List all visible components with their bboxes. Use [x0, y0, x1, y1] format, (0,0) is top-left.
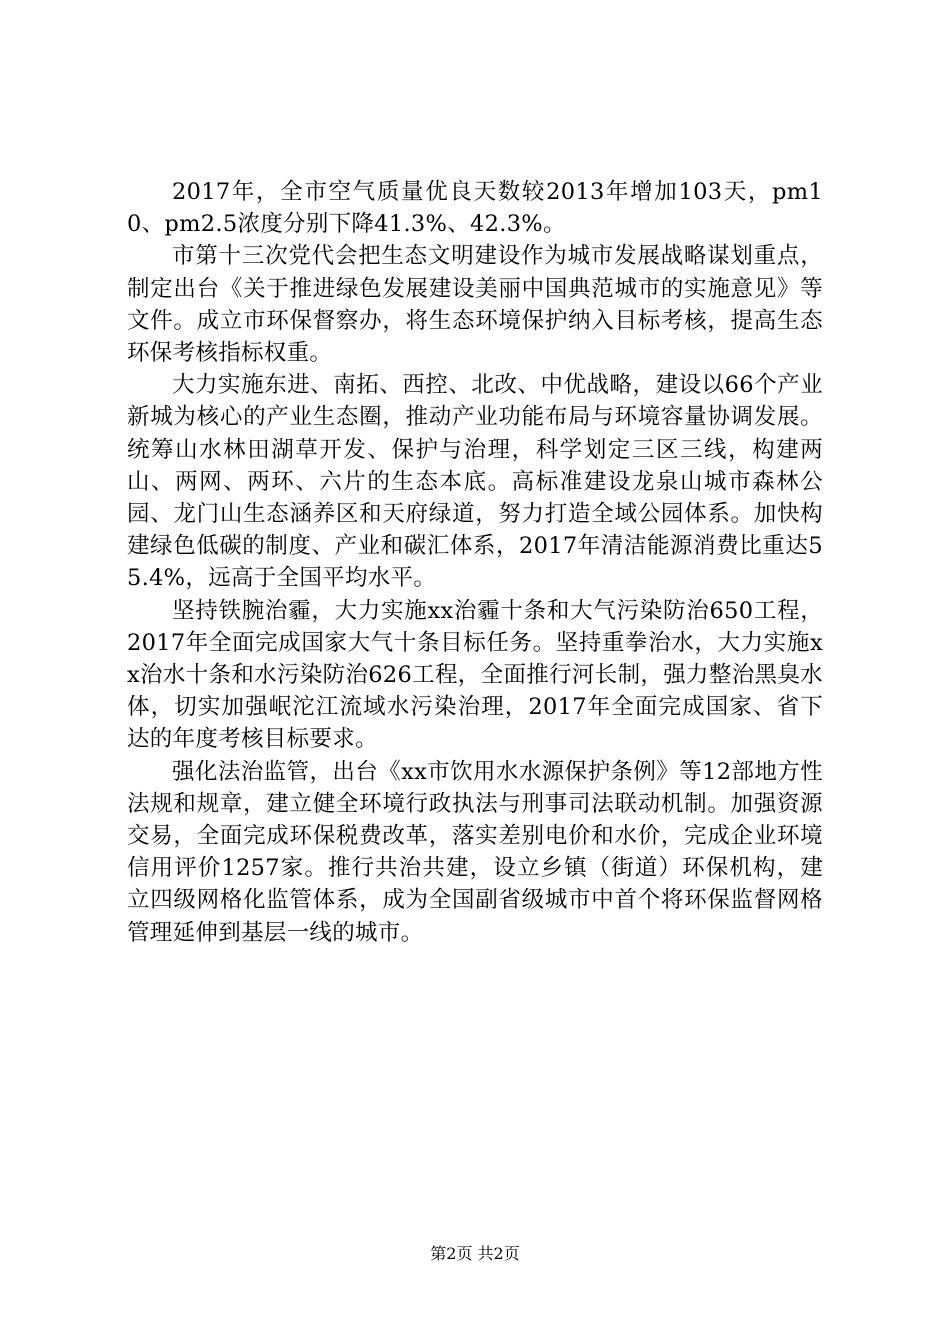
page-number: 第2页 共2页	[430, 1244, 520, 1263]
paragraph-strategy: 大力实施东进、南拓、西控、北改、中优战略，建设以66个产业新城为核心的产业生态圈，推动产业功能布局与环境容量协调发展。统筹山水林田湖草开发、保护与治理，科学划定三区三线，构建两山、两网、两环、六片的生态本底。高标准建设龙泉山城市森林公园、龙门山生态涵养区和天府绿道，努力打造全域公园体系。加快构建绿色低碳的制度、产业和碳汇体系，2017年清洁能源消费比重达55.4%，远高于全国平均水平。	[127, 372, 823, 592]
paragraph-pollution-control: 坚持铁腕治霾，大力实施xx治霾十条和大气污染防治650工程，2017年全面完成国家大气十条目标任务。坚持重拳治水，大力实施xx治水十条和水污染防治626工程，全面推行河长制，强力整治黑臭水体，切实加强岷沱江流域水污染治理，2017年全面完成国家、省下达的年度考核目标要求。	[127, 597, 823, 753]
document-body	[127, 176, 823, 949]
paragraph-party-congress: 市第十三次党代会把生态文明建设作为城市发展战略谋划重点，制定出台《关于推进绿色发展建设美丽中国典范城市的实施意见》等文件。成立市环保督察办，将生态环境保护纳入目标考核，提高生态环保考核指标权重。	[127, 243, 823, 367]
paragraph-legal-supervision: 强化法治监管，出台《xx市饮用水水源保护条例》等12部地方性法规和规章，建立健全环境行政执法与刑事司法联动机制。加强资源交易，全面完成环保税费改革，落实差别电价和水价，完成企业环境信用评价1257家。推行共治共建，设立乡镇（街道）环保机构，建立四级网格化监管体系，成为全国副省级城市中首个将环保监督网格管理延伸到基层一线的城市。	[127, 758, 823, 946]
paragraph-air-quality: 2017年，全市空气质量优良天数较2013年增加103天，pm10、pm2.5浓度分别下降41.3%、42.3%。	[127, 179, 823, 238]
